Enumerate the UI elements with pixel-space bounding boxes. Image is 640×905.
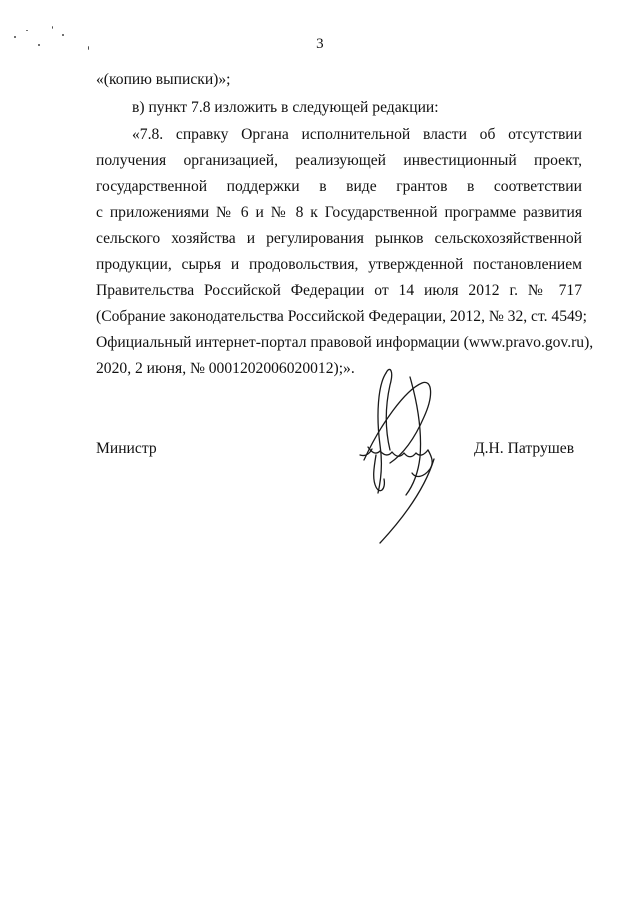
signatory-title: Министр bbox=[96, 440, 157, 457]
body-line-2: в) пункт 7.8 изложить в следующей редакции: bbox=[132, 99, 439, 116]
handwritten-signature bbox=[350, 355, 460, 550]
scan-speck bbox=[26, 30, 28, 31]
body-line-4: получения организацией, реализующей инвестиционный проект, bbox=[96, 152, 582, 169]
body-line-9: Правительства Российской Федерации от 14 июля 2012 г. № 717 bbox=[96, 282, 582, 299]
page-number: 3 bbox=[316, 36, 324, 52]
body-line-10: (Собрание законодательства Российской Федерации, 2012, № 32, ст. 4549; bbox=[96, 308, 587, 325]
body-line-6: с приложениями № 6 и № 8 к Государственной программе развития bbox=[96, 204, 582, 221]
signatory-name: Д.Н. Патрушев bbox=[474, 440, 575, 457]
body-line-5: государственной поддержки в виде грантов в соответствии bbox=[96, 178, 582, 195]
body-line-3: «7.8. справку Органа исполнительной власти об отсутствии bbox=[132, 126, 582, 143]
body-line-11: Официальный интернет-портал правовой информации (www.pravo.gov.ru), bbox=[96, 334, 594, 351]
body-line-8: продукции, сырья и продовольствия, утвержденной постановлением bbox=[96, 256, 582, 273]
body-line-7: сельского хозяйства и регулирования рынков сельскохозяйственной bbox=[96, 230, 582, 247]
scan-speck bbox=[52, 26, 53, 29]
body-line-12: 2020, 2 июня, № 0001202006020012);». bbox=[96, 360, 355, 377]
body-line-1: «(копию выписки)»; bbox=[96, 71, 231, 88]
